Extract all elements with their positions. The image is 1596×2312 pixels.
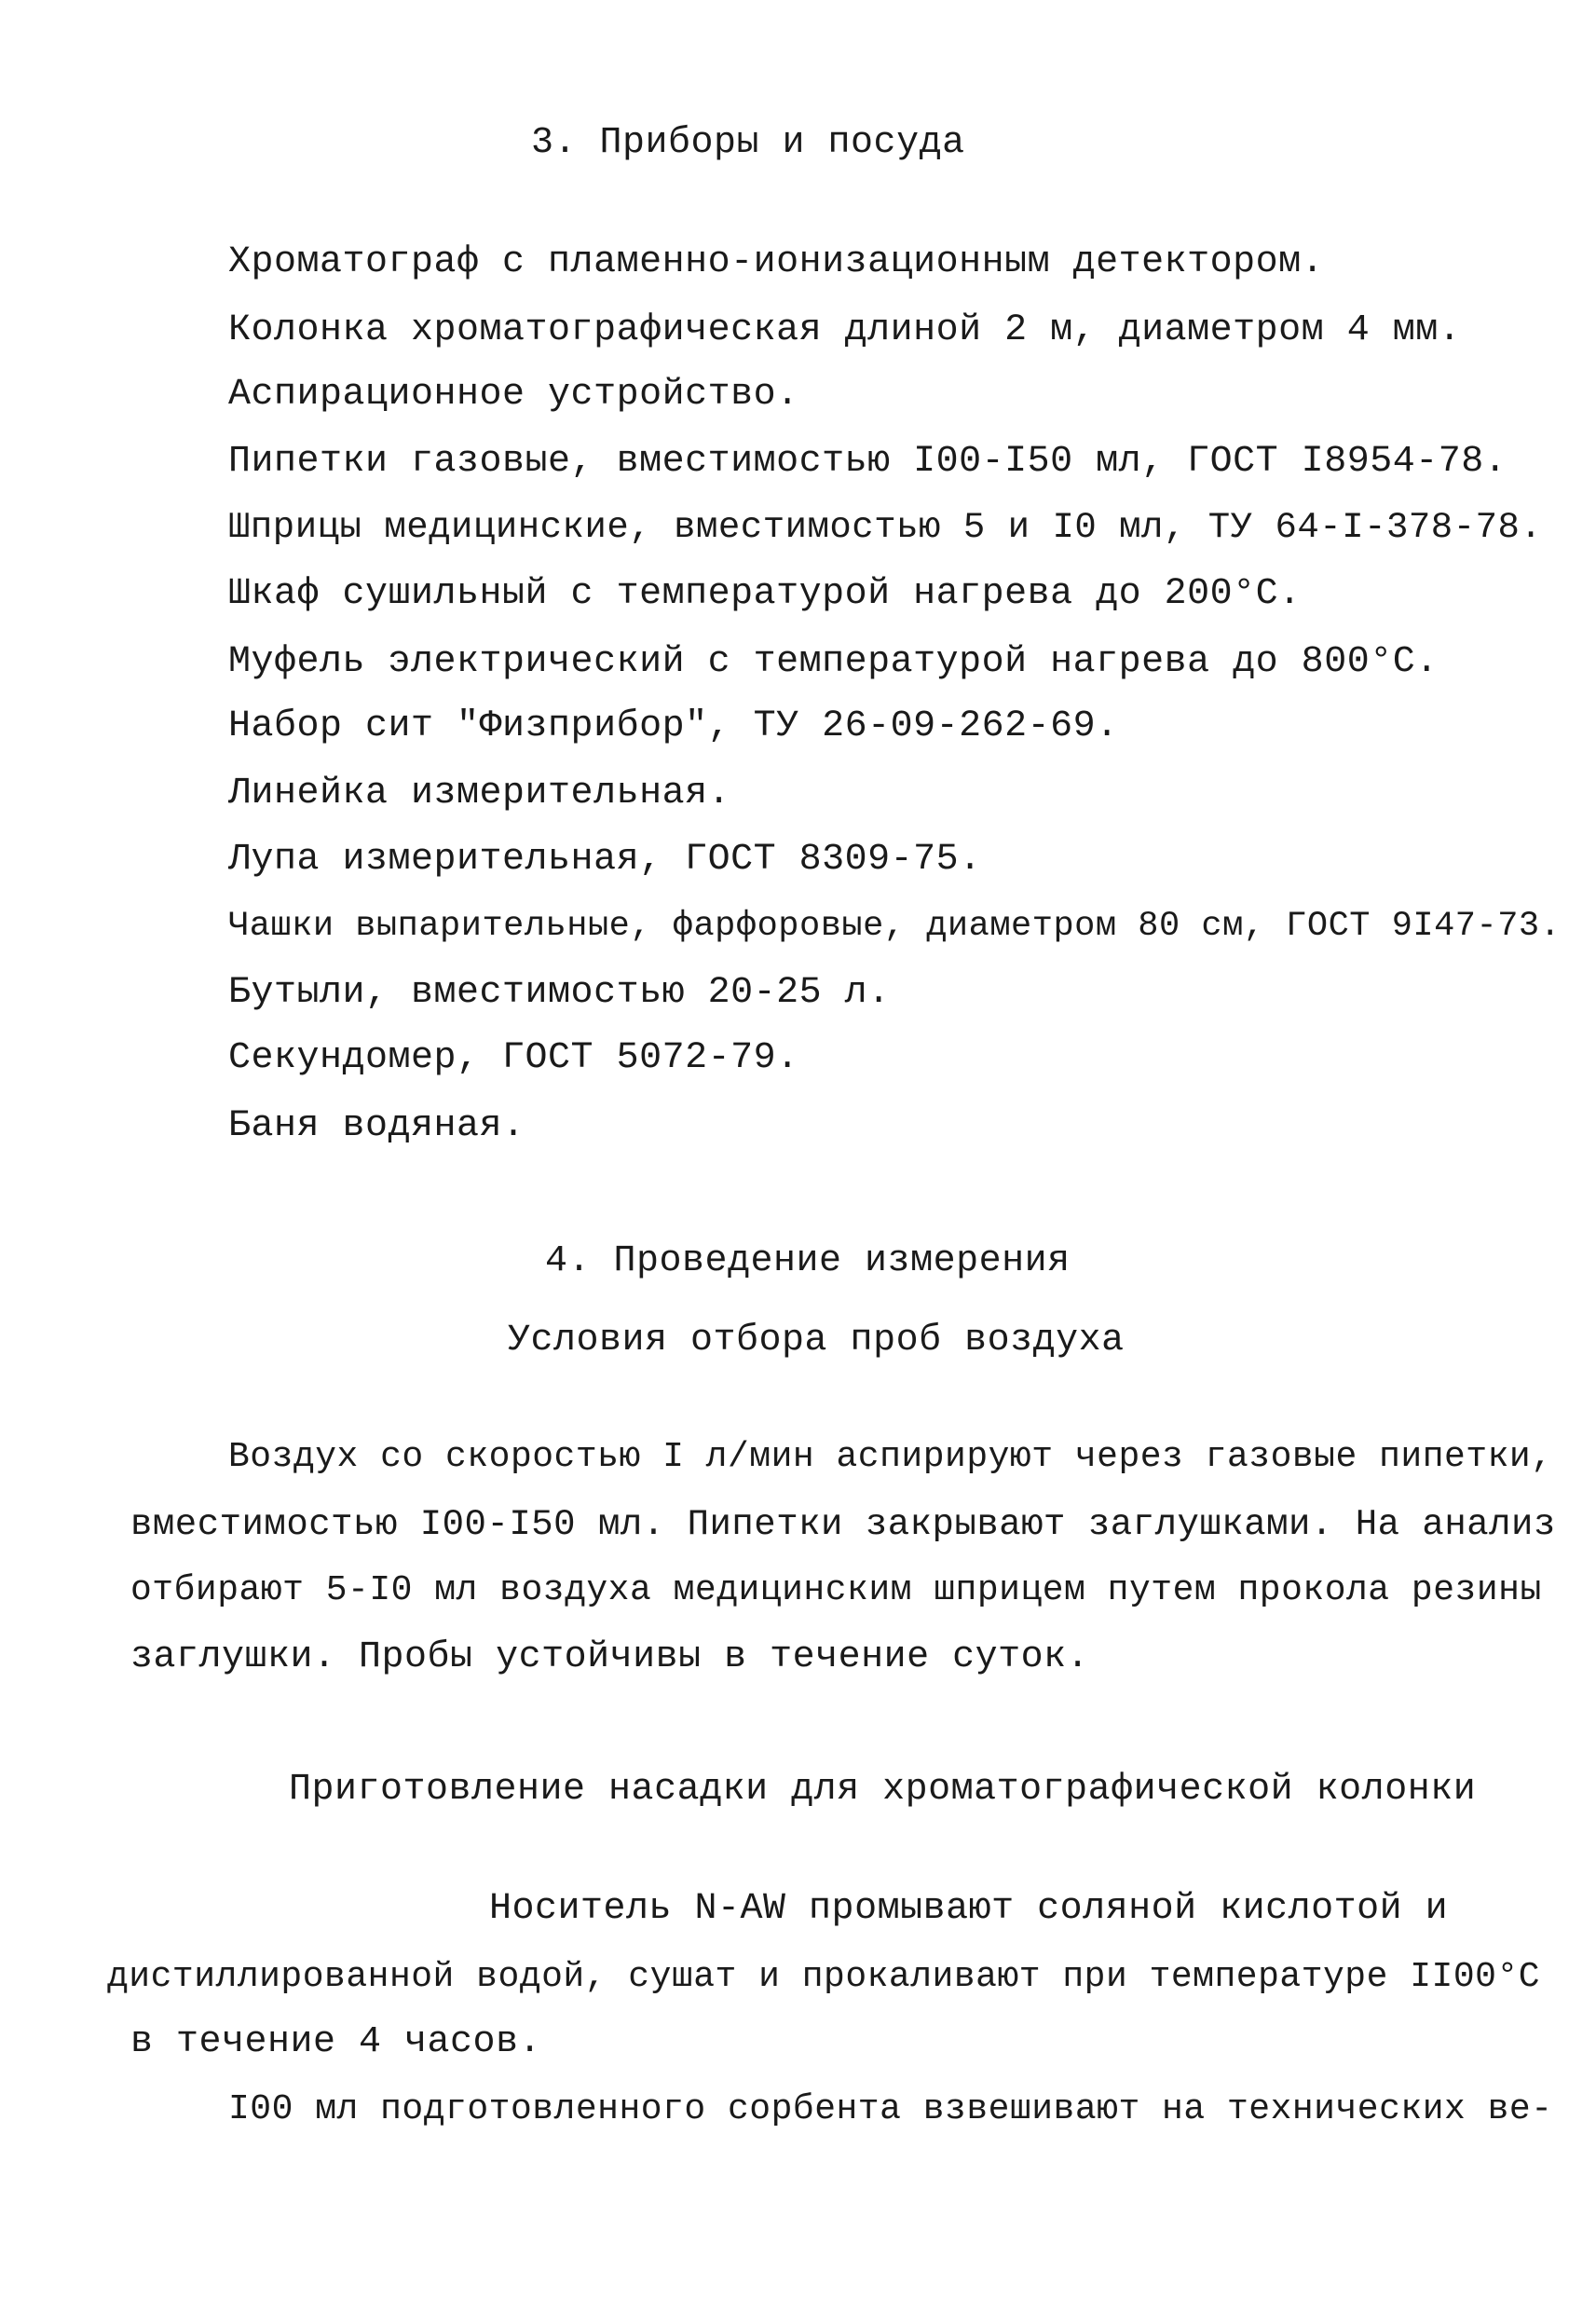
equipment-item: Шприцы медицинские, вместимостью 5 и I0 мл, ТУ 64-I-378-78. <box>228 507 1543 548</box>
equipment-item: Баня водяная. <box>228 1105 525 1147</box>
paragraph-line: Воздух со скоростью I л/мин аспирируют через газовые пипетки, <box>228 1437 1553 1477</box>
equipment-item: Шкаф сушильный с температурой нагрева до 200°С. <box>228 573 1302 615</box>
equipment-item: Хроматограф с пламенно-ионизационным детектором. <box>228 241 1325 283</box>
paragraph-line: в течение 4 часов. <box>130 2021 542 2063</box>
paragraph-line: Носитель N-AW промывают соляной кислотой и <box>489 1888 1449 1930</box>
paragraph-line: отбирают 5-I0 мл воздуха медицинским шприцем путем прокола резины <box>130 1570 1542 1610</box>
equipment-item: Аспирационное устройство. <box>228 374 799 416</box>
paragraph-line: дистиллированной водой, сушат и прокаливают при температуре II00°С <box>107 1957 1541 1997</box>
paragraph-line: вместимостью I00-I50 мл. Пипетки закрывают заглушками. На анализ <box>130 1504 1556 1545</box>
equipment-item: Линейка измерительная. <box>228 773 731 814</box>
equipment-item: Муфель электрический с температурой нагрева до 800°С. <box>228 641 1439 683</box>
section-4-subtitle-2: Приготовление насадки для хроматографической колонки <box>289 1769 1477 1811</box>
section-4-title: 4. Проведение измерения <box>545 1240 1071 1282</box>
equipment-item: Колонка хроматографическая длиной 2 м, диаметром 4 мм. <box>228 309 1462 351</box>
equipment-item: Секундомер, ГОСТ 5072-79. <box>228 1037 799 1079</box>
equipment-item: Набор сит "Физприбор", ТУ 26-09-262-69. <box>228 705 1119 747</box>
equipment-item: Бутыли, вместимостью 20-25 л. <box>228 972 891 1014</box>
section-4-subtitle: Условия отбора проб воздуха <box>508 1320 1125 1361</box>
equipment-item: Лупа измерительная, ГОСТ 8309-75. <box>228 839 982 881</box>
paragraph-line: заглушки. Пробы устойчивы в течение суток. <box>130 1636 1090 1678</box>
section-3-title: 3. Приборы и посуда <box>531 122 965 164</box>
equipment-item: Чашки выпарительные, фарфоровые, диаметром 80 см, ГОСТ 9I47-73. <box>228 907 1562 946</box>
paragraph-line: I00 мл подготовленного сорбента взвешивают на технических ве- <box>228 2089 1553 2129</box>
equipment-item: Пипетки газовые, вместимостью I00-I50 мл, ГОСТ I8954-78. <box>228 441 1507 483</box>
